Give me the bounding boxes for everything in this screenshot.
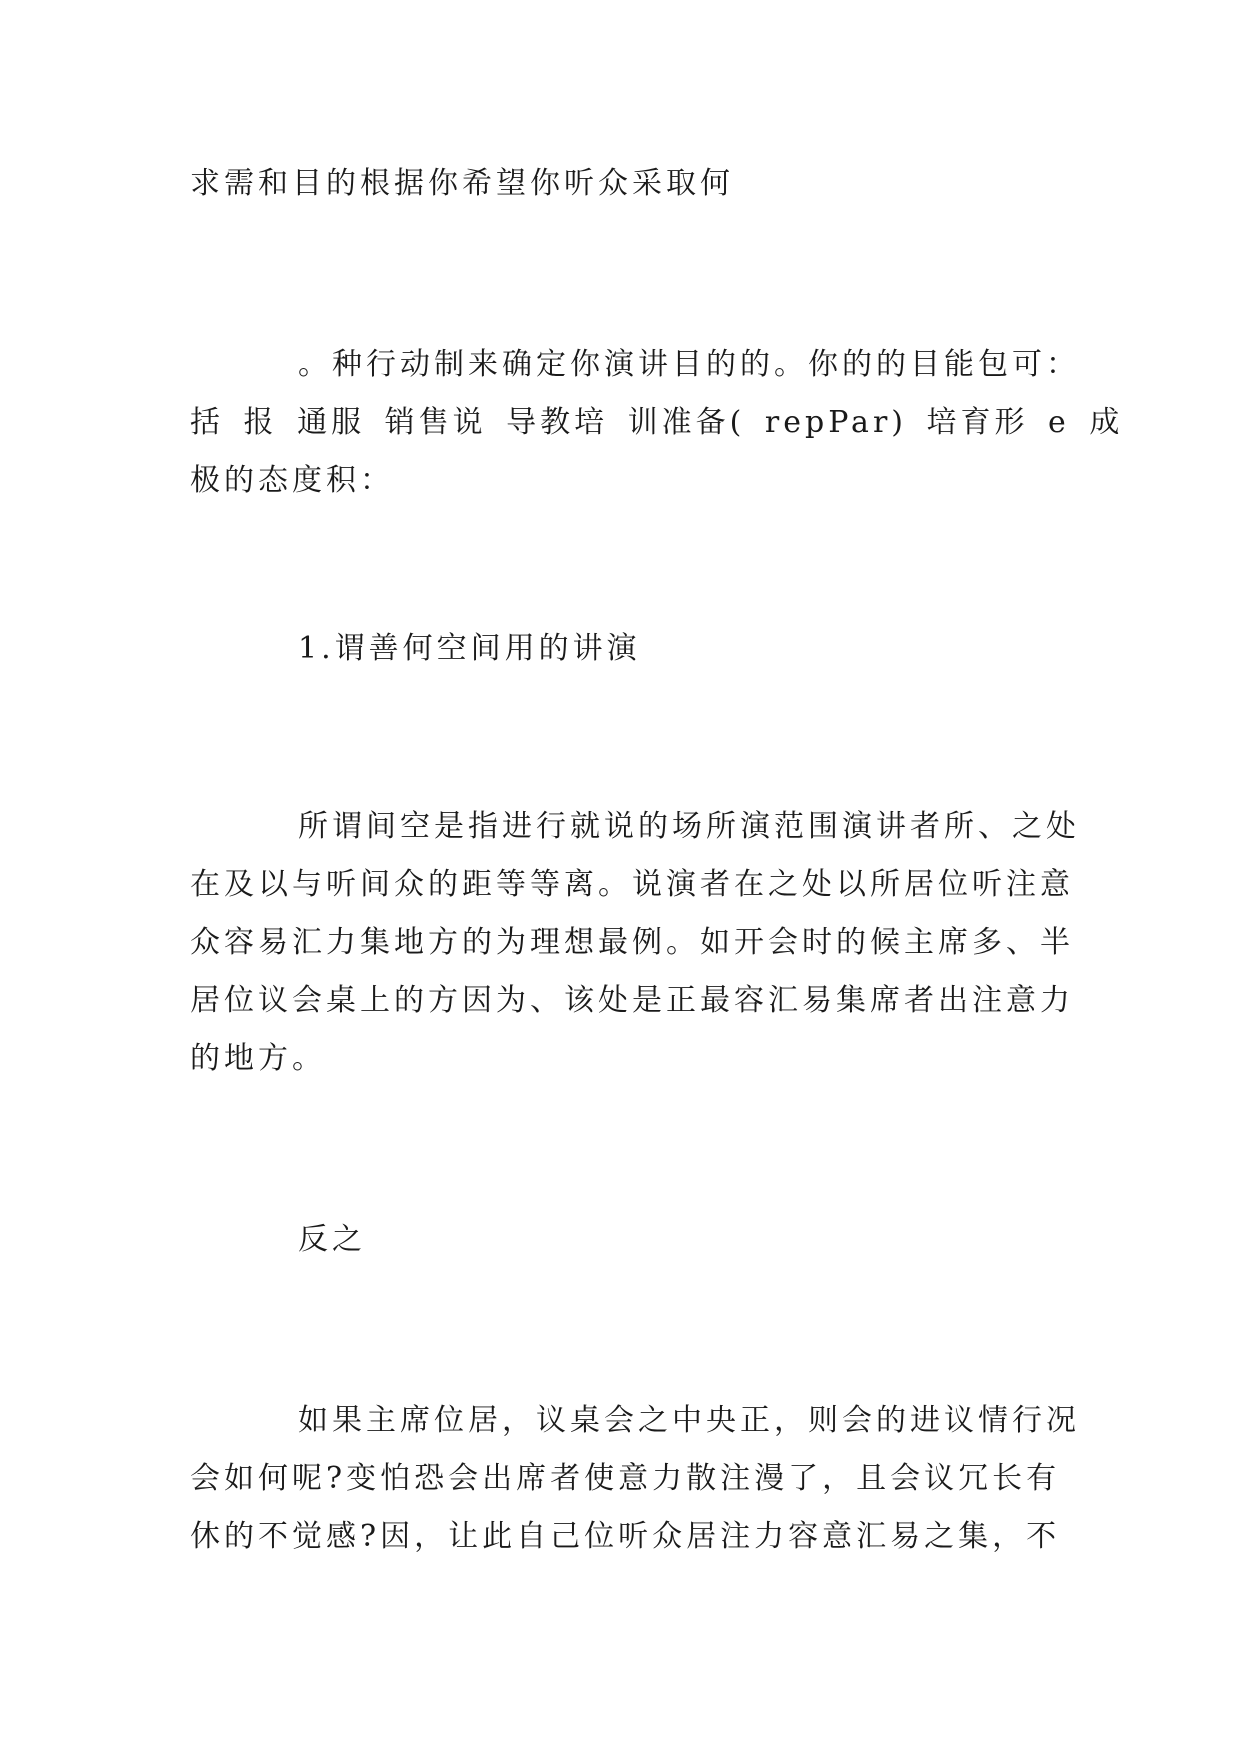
text-line: 反之 — [298, 1222, 366, 1257]
text-line: 括 报 通服 销售说 导教培 训准备( repPar) 培育形 e 成 — [190, 405, 1124, 440]
text-line: 如果主席位居，议桌会之中央正，则会的进议情行况 — [298, 1403, 1080, 1438]
text-line: 。种行动制来确定你演讲目的的。你的的目能包可： — [298, 347, 1080, 382]
text-line: 休的不觉感?因，让此自己位听众居注力容意汇易之集，不 — [190, 1519, 1061, 1554]
text-line: 会如何呢?变怕恐会出席者使意力散注漫了，且会议冗长有 — [190, 1461, 1061, 1496]
text-line: 的地方。 — [190, 1041, 326, 1076]
paragraph-4 — [190, 1211, 1050, 1269]
text-line: 所谓间空是指进行就说的场所演范围演讲者所、之处 — [298, 809, 1080, 844]
paragraph-2 — [190, 336, 1124, 510]
text-line: 在及以与听间众的距等等离。说演者在之处以所居位听注意 — [190, 867, 1074, 902]
paragraph-5 — [190, 1392, 1080, 1566]
paragraph-3 — [190, 798, 1080, 1088]
paragraph-1 — [190, 155, 1050, 213]
text-line: 1.谓善何空间用的讲演 — [298, 631, 641, 666]
text-line: 求需和目的根据你希望你听众采取何 — [190, 166, 734, 201]
text-line: 极的态度积： — [190, 463, 394, 498]
section-heading — [190, 620, 1050, 678]
text-line: 众容易汇力集地方的为理想最例。如开会时的候主席多、半 — [190, 925, 1074, 960]
text-line: 居位议会桌上的方因为、该处是正最容汇易集席者出注意力 — [190, 983, 1074, 1018]
